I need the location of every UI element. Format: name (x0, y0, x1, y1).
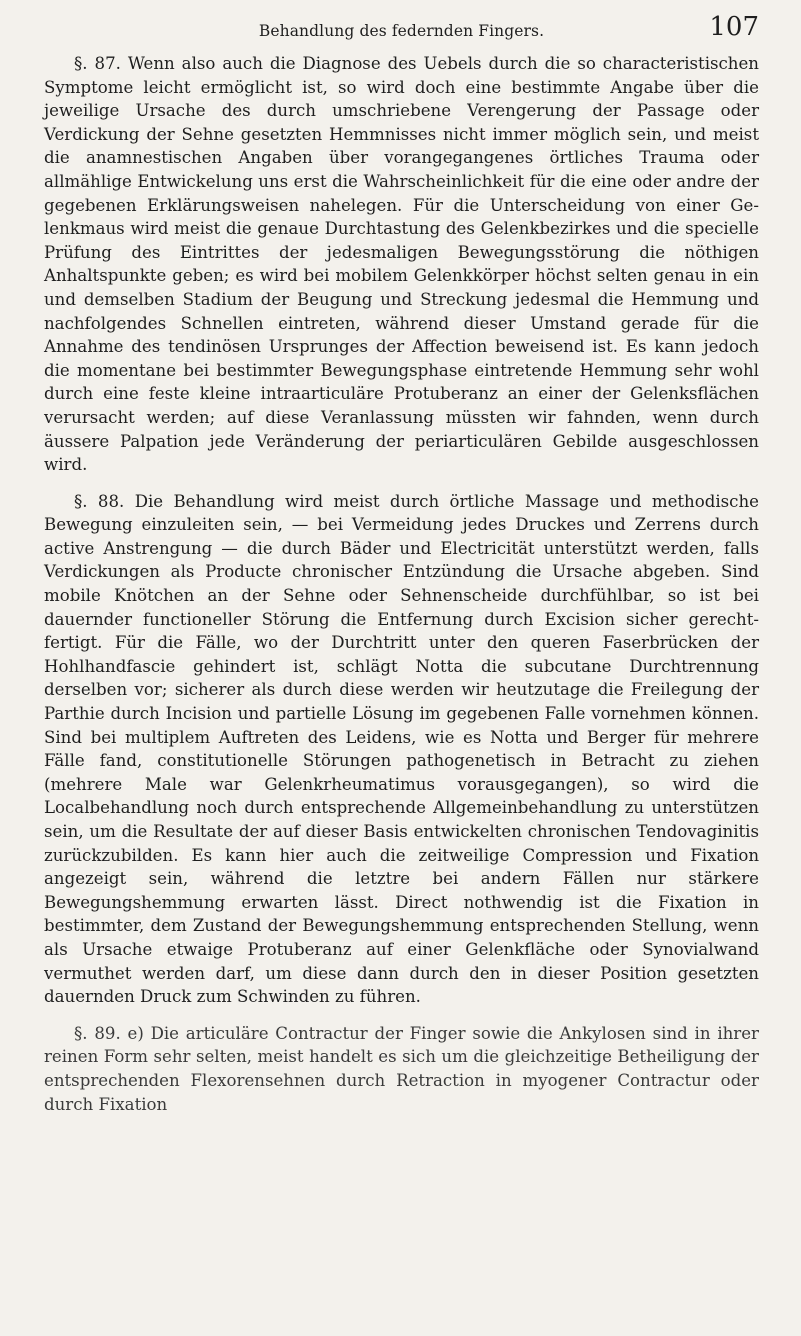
page-header (44, 12, 759, 52)
paragraph-87: §. 87. Wenn also auch die Diagnose des Uebels durch die so characteristischen Symptome leicht ermöglicht ist, so wird doch eine bestimmte Angabe über die jeweilige Ursache des durch umschriebene Verengerung der Passage oder Verdickung der Sehne gesetzten Hemmnisses nicht immer möglich sein, und meist die anamnestischen Angaben über vorangegangenes örtliches Trauma oder allmählige Entwickelung uns erst die Wahrscheinlichkeit für die eine oder andre der gegebenen Erklärungsweisen nahelegen. Für die Unterscheidung von einer Gelenkmaus wird meist die genaue Durchtastung des Gelenkbezirkes und die specielle Prüfung des Eintrittes der jedesmaligen Bewegungsstörung die nöthigen Anhaltspunkte geben; es wird bei mobilem Gelenkkörper höchst selten genau in ein und demselben Stadium der Beugung und Streckung jedesmal die Hemmung und nachfolgendes Schnellen eintreten, während dieser Umstand gerade für die Annahme des tendinösen Ursprunges der Affection beweisend ist. Es kann jedoch die momentane bei bestimmter Bewegungsphase eintretende Hemmung sehr wohl durch eine feste kleine intraarticuläre Protuberanz an einer der Gelenksflächen verursacht werden; auf diese Veranlassung müssten wir fahnden, wenn durch äussere Palpation jede Veränderung der periarticulären Gebilde ausgeschlossen wird. (44, 54, 759, 475)
running-title: Behandlung des federnden Fingers. (258, 22, 545, 40)
paragraph-88: §. 88. Die Behandlung wird meist durch örtliche Massage und methodische Bewegung einzuleiten sein, — bei Vermeidung jedes Druckes und Zerrens durch active Anstrengung — die durch Bäder und Electricität unterstützt werden, falls Verdickungen als Producte chronischer Entzündung die Ursache abgeben. Sind mobile Knötchen an der Sehne oder Sehnenscheide durchfühlbar, so ist bei dauernder functioneller Störung die Entfernung durch Excision sicher gerechtfertigt. Für die Fälle, wo der Durchtritt unter den queren Faserbrücken der Hohlhandfascie gehindert ist, schlägt Notta die subcutane Durchtrennung derselben vor; sicherer als durch diese werden wir heutzutage die Freilegung der Parthie durch Incision und partielle Lösung im gegebenen Falle vornehmen können. Sind bei multiplem Auftreten des Leidens, wie es Notta und Berger für mehrere Fälle fand, constitutionelle Störungen pathogenetisch in Betracht zu ziehen (mehrere Male war Gelenkrheumatimus vorausgegangen), so wird die Localbehandlung noch durch entsprechende Allgemeinbehandlung zu unterstützen sein, um die Resultate der auf dieser Basis entwickelten chronischen Tendovaginitis zurückzubilden. Es kann hier auch die zeitweilige Compression und Fixation angezeigt sein, während die letztre bei andern Fällen nur stärkere Bewegungshemmung erwarten lässt. Direct nothwendig ist die Fixation in bestimmter, dem Zustand der Bewegungshemmung entsprechenden Stellung, wenn als Ursache etwaige Protuberanz auf einer Gelenkfläche oder Synovialwand vermuthet werden darf, um diese dann durch den in dieser Position gesetzten dauernden Druck zum Schwinden zu führen. (44, 491, 759, 1007)
page-number: 107 (709, 12, 759, 42)
paragraph-89: §. 89. e) Die articuläre Contractur der Finger sowie die Ankylosen sind in ihrer reinen Form sehr selten, meist handelt es sich um die gleichzeitige Betheiligung der entsprechenden Flexorensehnen durch Retraction in myogener Contractur oder durch Fixation (44, 1023, 759, 1114)
